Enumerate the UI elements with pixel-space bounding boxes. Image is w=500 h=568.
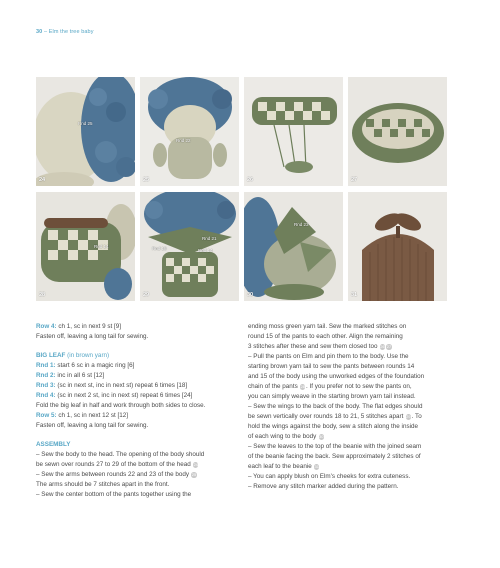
instruction-line: Fold the big leaf in half and work through both sides to close. — [36, 402, 206, 409]
right-column — [248, 322, 448, 500]
instruction-line: 3 stitches after these and sew them closed too 26 27 — [248, 343, 392, 350]
instruction-columns — [36, 322, 448, 500]
instruction-line: – You can apply blush on Elm's cheeks for extra cuteness. — [248, 473, 411, 480]
left-column — [36, 322, 236, 500]
photo-27-image — [348, 77, 447, 186]
photo-25-image — [140, 77, 239, 186]
step-photo-25 — [140, 77, 239, 186]
step-photo-28 — [36, 192, 135, 301]
photo-ref-icon: 26 — [380, 344, 385, 349]
instruction-line: starting brown yarn tail to sew the pants between rounds 14 — [248, 363, 415, 370]
step-photo-29 — [140, 192, 239, 301]
photo-ref-icon: 27 — [386, 344, 392, 349]
instruction-line: and 15 of the body using the unworked edges of the foundation — [248, 373, 425, 380]
step-photo-30 — [244, 192, 343, 301]
step-photo-27 — [348, 77, 447, 186]
step-photo-24 — [36, 77, 135, 186]
header-separator: – — [43, 29, 49, 35]
instruction-line: chain of the pants 28. If you prefer not to sew the pants on, — [248, 383, 412, 390]
instruction-line: The arms should be 7 stitches apart in the front. — [36, 481, 170, 488]
photo-24-image — [36, 77, 135, 186]
page-number: 30 — [36, 29, 43, 35]
photo-ref-icon: 28 — [300, 384, 305, 389]
round-marker-tag: Rnd 21 — [202, 236, 217, 241]
instruction-line: – Remove any stitch marker added during the pattern. — [248, 483, 399, 490]
instruction-line: – Sew the arms between rounds 22 and 23 of the body 25 — [36, 471, 197, 478]
round-marker-tag: Rnd 18 — [152, 246, 167, 251]
instruction-line: Rnd 2: inc in all 6 st [12] — [36, 372, 105, 379]
instruction-line: – Sew the wings to the back of the body. The flat edges should — [248, 403, 423, 410]
instruction-line: of the beanie facing the back. Sew approximately 2 stitches of — [248, 453, 421, 460]
photo-number: 25 — [143, 177, 150, 183]
instruction-line: of each wing to the body 30 — [248, 433, 324, 440]
photo-number: 30 — [247, 292, 254, 298]
instruction-line: ending moss green yarn tail. Sew the marked stitches on — [248, 323, 407, 330]
photo-28-image — [36, 192, 135, 301]
photo-ref-icon: 29 — [406, 414, 411, 419]
instruction-line: be sewn over rounds 27 to 29 of the bottom of the head 24 — [36, 461, 198, 468]
photo-ref-icon: 31 — [314, 464, 319, 469]
photo-number: 31 — [351, 292, 358, 298]
step-photo-31 — [348, 192, 447, 301]
photo-number: 26 — [247, 177, 254, 183]
round-marker-tag: Rnd 22 — [176, 138, 191, 143]
photo-26-image — [244, 77, 343, 186]
photo-number: 24 — [39, 177, 46, 183]
photo-number: 27 — [351, 177, 358, 183]
step-photo-26 — [244, 77, 343, 186]
instruction-line: round 15 of the pants to each other. Align the remaining — [248, 333, 403, 340]
photo-ref-icon: 30 — [319, 434, 324, 439]
instruction-line: you can simply weave in the starting brown yarn tail instead. — [248, 393, 416, 400]
instruction-line: Rnd 1: start 6 sc in a magic ring [6] — [36, 362, 135, 369]
instruction-line: – Pull the pants on Elm and pin them to the body. Use the — [248, 353, 409, 360]
instruction-line: Row 4: ch 1, sc in next 9 st [9] — [36, 323, 122, 330]
photo-31-image — [348, 192, 447, 301]
instruction-line: hold the wings against the body, sew a stitch along the inside — [248, 423, 419, 430]
instruction-line: – Sew the body to the head. The opening of the body should — [36, 451, 205, 458]
round-marker-tag: Rnd 25 — [78, 121, 93, 126]
round-marker-tag: Rnd 14 — [198, 248, 213, 253]
photo-number: 28 — [39, 292, 46, 298]
page-header — [36, 29, 94, 35]
photo-grid — [36, 77, 448, 301]
instruction-line: – Sew the center bottom of the pants together using the — [36, 491, 192, 498]
photo-ref-icon: 24 — [193, 462, 198, 467]
instruction-line: be sewn vertically over rounds 18 to 21, 5 stitches apart 29. To — [248, 413, 422, 420]
round-marker-tag: Rnd 14 — [94, 244, 109, 249]
round-marker-tag: Rnd 23 — [294, 222, 309, 227]
instruction-line: Row 5: ch 1, sc in next 12 st [12] — [36, 412, 129, 419]
instruction-line: Fasten off, leaving a long tail for sewing. — [36, 333, 149, 340]
instruction-line: Fasten off, leaving a long tail for sewing. — [36, 422, 149, 429]
instruction-line: each leaf to the beanie 31 — [248, 463, 319, 470]
section-heading-big-leaf: BIG LEAF (in brown yarn) — [36, 352, 110, 359]
page-running-title: Elm the tree baby — [48, 29, 94, 35]
instruction-line: Rnd 3: (sc in next st, inc in next st) repeat 6 times [18] — [36, 382, 188, 389]
instruction-line: – Sew the leaves to the top of the beanie with the joined seam — [248, 443, 422, 450]
section-heading-assembly: ASSEMBLY — [36, 441, 71, 448]
instruction-line: Rnd 4: (sc in next 2 st, inc in next st) repeat 6 times [24] — [36, 392, 193, 399]
photo-ref-icon: 25 — [191, 472, 197, 477]
photo-number: 29 — [143, 292, 150, 298]
photo-30-image — [244, 192, 343, 301]
